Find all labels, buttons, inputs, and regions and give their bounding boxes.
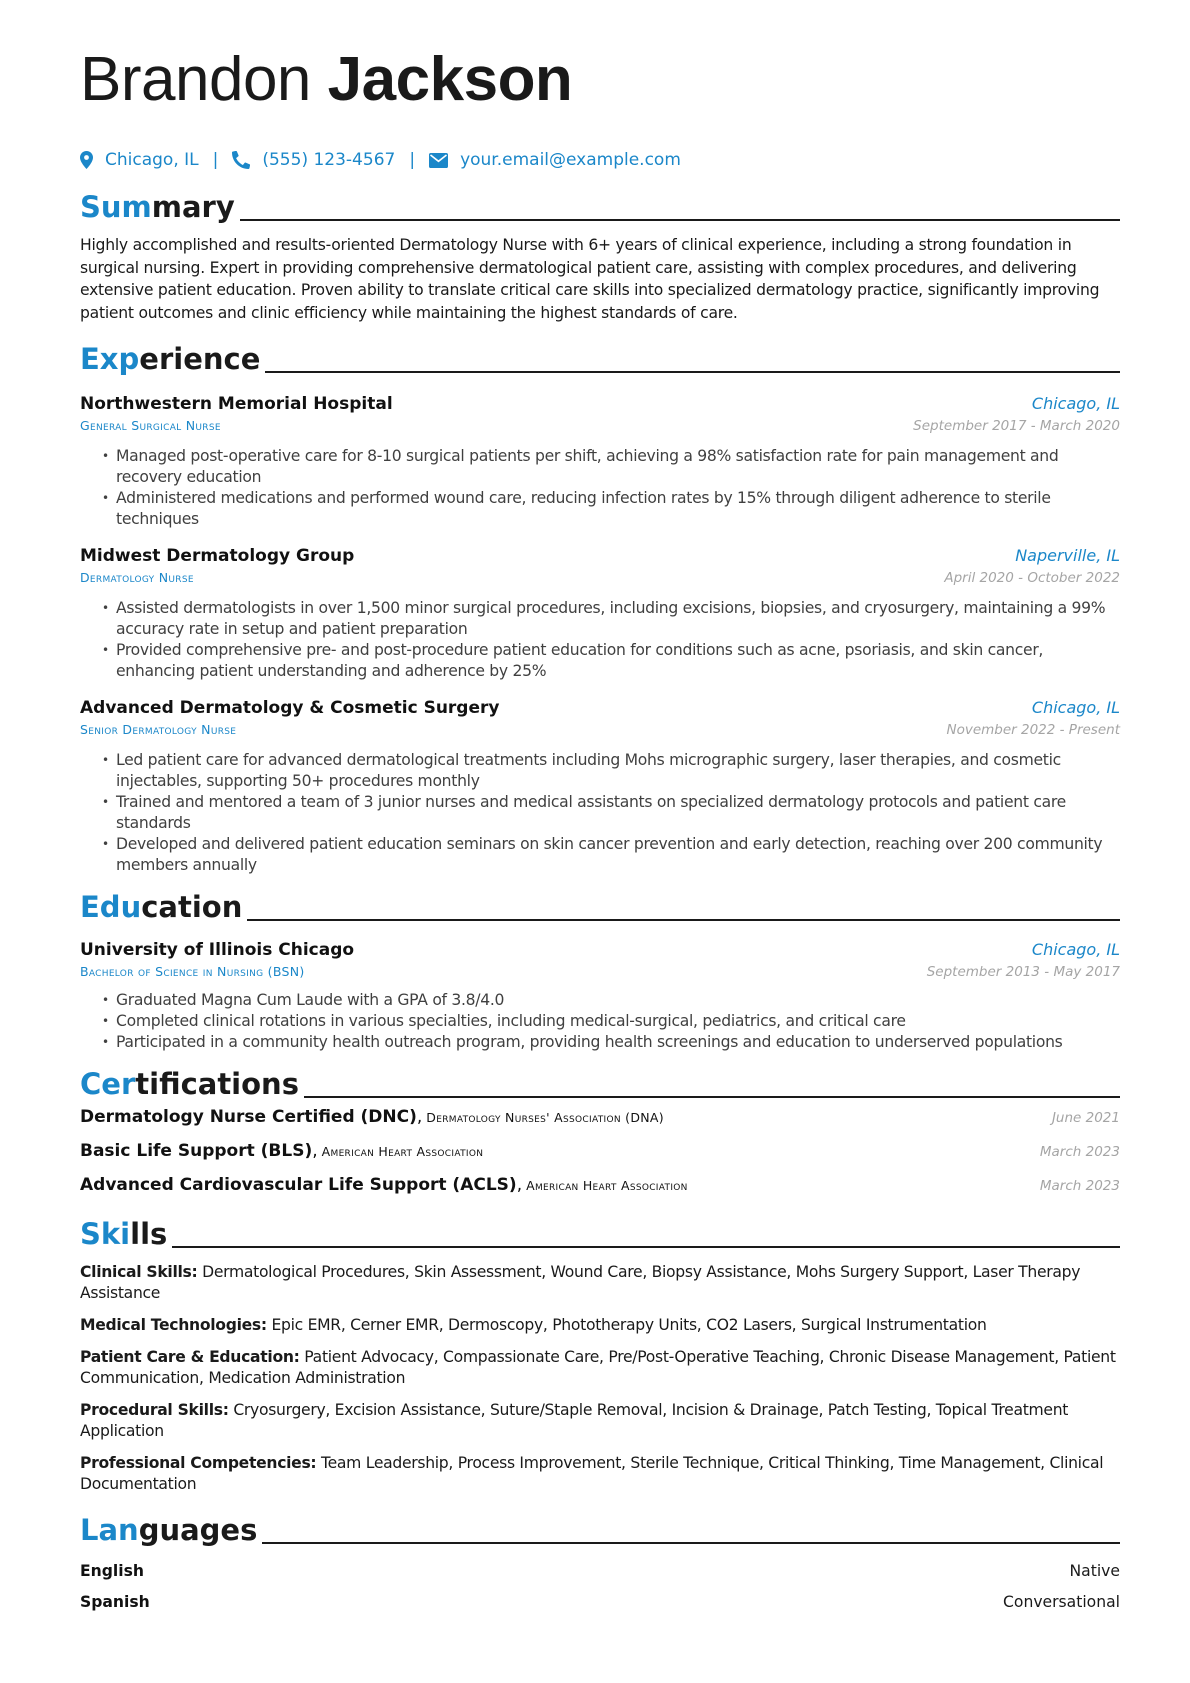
bullet-list: [102, 598, 1120, 682]
bullet-item: • Administered medications and performed wound care, reducing infection rates by 15% through diligent adherence to sterile techniques: [102, 488, 1120, 530]
section-title-rest: erience: [139, 342, 261, 376]
bullet-item: • Trained and mentored a team of 3 junior nurses and medical assistants on specialized dermatology protocols and patient care standards: [102, 792, 1120, 834]
certification-comma: ,: [416, 1107, 423, 1127]
phone-text: (555) 123-4567: [262, 150, 396, 170]
bullet-list: [102, 750, 1120, 876]
language-name: Spanish: [80, 1592, 150, 1611]
skill-group: [80, 1262, 1120, 1304]
section-title-accent: Lan: [80, 1513, 139, 1547]
section-divider: [247, 919, 1120, 921]
skill-value: Patient Advocacy, Compassionate Care, Pre/Post-Operative Teaching, Chronic Disease Management, Patient Communication, Medication Administration: [80, 1348, 1116, 1387]
contact-email[interactable]: [429, 150, 681, 170]
summary-text: Highly accomplished and results-oriented Dermatology Nurse with 6+ years of clinical experience, including a strong foundation in surgical nursing. Expert in providing comprehensive dermatological patient care, assisting with complex procedures, and delivering extensive patient education. Proven ability to translate critical care skills into specialized dermatology practice, significantly improving patient outcomes and clinic efficiency while maintaining the highest standards of care.: [80, 236, 1100, 322]
school-name: University of Illinois Chicago: [80, 940, 355, 960]
section-title-accent: Edu: [80, 890, 142, 924]
skills-list: [80, 1262, 1120, 1495]
entry-location: Chicago, IL: [1031, 940, 1120, 959]
employer-name: Midwest Dermatology Group: [80, 546, 355, 566]
experience-entry: [80, 392, 1120, 530]
language-level: Conversational: [1003, 1592, 1120, 1611]
certification-name: Basic Life Support (BLS): [80, 1141, 313, 1161]
employer-name: Advanced Dermatology & Cosmetic Surgery: [80, 698, 500, 718]
certification-item: [80, 1141, 1120, 1175]
section-title-rest: lls: [130, 1217, 168, 1251]
experience-entry: [80, 544, 1120, 682]
section-title-summary: [80, 186, 1120, 224]
certification-issuer: American Heart Association: [321, 1144, 484, 1159]
section-divider: [172, 1246, 1120, 1248]
bullet-list: [102, 990, 1120, 1053]
entry-dates: September 2017 - March 2020: [913, 418, 1120, 434]
contact-phone[interactable]: [232, 150, 395, 170]
section-title-accent: Ski: [80, 1217, 131, 1251]
entry-dates: September 2013 - May 2017: [926, 964, 1120, 980]
job-title: Senior Dermatology Nurse: [80, 722, 237, 737]
candidate-name: [80, 40, 1120, 120]
skill-group: [80, 1453, 1120, 1495]
section-divider: [262, 1542, 1120, 1544]
first-name: Brandon: [80, 45, 311, 114]
skill-value: Cryosurgery, Excision Assistance, Suture/Staple Removal, Incision & Drainage, Patch Testing, Topical Treatment Application: [80, 1401, 1069, 1440]
certification-name: Advanced Cardiovascular Life Support (ACLS): [80, 1175, 517, 1195]
resume-page: [80, 40, 1120, 1617]
skill-value: Team Leadership, Process Improvement, Sterile Technique, Critical Thinking, Time Management, Clinical Documentation: [80, 1454, 1104, 1493]
bullet-item: • Graduated Magna Cum Laude with a GPA of 3.8/4.0: [102, 990, 1120, 1011]
section-title-accent: Exp: [80, 342, 140, 376]
section-title-education: [80, 886, 1120, 924]
entry-location: Naperville, IL: [1015, 546, 1120, 565]
bullet-item: • Assisted dermatologists in over 1,500 minor surgical procedures, including excisions, biopsies, and cryosurgery, maintaining a 99% accuracy rate in setup and patient preparation: [102, 598, 1120, 640]
contact-location: [80, 150, 199, 170]
certification-item: [80, 1107, 1120, 1141]
skill-label: Professional Competencies:: [80, 1454, 317, 1472]
contact-separator: |: [212, 150, 219, 170]
language-name: English: [80, 1561, 144, 1580]
section-divider: [240, 219, 1120, 221]
degree-title: Bachelor of Science in Nursing (BSN): [80, 964, 305, 979]
last-name: Jackson: [327, 45, 573, 114]
bullet-item: • Led patient care for advanced dermatological treatments including Mohs micrographic surgery, laser therapies, and cosmetic injectables, supporting 50+ procedures monthly: [102, 750, 1120, 792]
section-title-languages: [80, 1509, 1120, 1547]
certification-issuer: American Heart Association: [526, 1178, 688, 1193]
certification-comma: ,: [312, 1141, 318, 1161]
skill-label: Patient Care & Education:: [80, 1348, 300, 1366]
section-title-certifications: [80, 1063, 1120, 1101]
skill-label: Procedural Skills:: [80, 1401, 229, 1419]
skill-label: Medical Technologies:: [80, 1316, 267, 1334]
certification-date: June 2021: [1051, 1110, 1120, 1126]
languages-list: [80, 1555, 1120, 1617]
entry-location: Chicago, IL: [1031, 394, 1120, 413]
certification-list: [80, 1107, 1120, 1209]
section-title-skills: [80, 1213, 1120, 1251]
section-divider: [265, 371, 1120, 373]
contact-line: [80, 146, 1120, 174]
bullet-item: • Participated in a community health outreach program, providing health screenings and education to underserved populations: [102, 1032, 1120, 1053]
map-marker-icon: [80, 151, 93, 169]
section-title-experience: [80, 338, 1120, 376]
contact-separator: |: [409, 150, 416, 170]
job-title: General Surgical Nurse: [80, 418, 221, 433]
entry-dates: April 2020 - October 2022: [944, 570, 1120, 586]
phone-icon: [232, 151, 250, 169]
language-item: [80, 1586, 1120, 1617]
skill-group: [80, 1315, 1120, 1336]
certification-comma: ,: [516, 1175, 523, 1195]
section-title-rest: guages: [138, 1513, 258, 1547]
bullet-item: • Developed and delivered patient education seminars on skin cancer prevention and early detection, reaching over 200 community members annually: [102, 834, 1120, 876]
entry-dates: November 2022 - Present: [946, 722, 1120, 738]
bullet-list: [102, 446, 1120, 530]
certification-date: March 2023: [1039, 1144, 1120, 1160]
bullet-item: • Provided comprehensive pre- and post-procedure patient education for conditions such as acne, psoriasis, and skin cancer, enhancing patient understanding and adherence by 25%: [102, 640, 1120, 682]
skill-label: Clinical Skills:: [80, 1263, 198, 1281]
skill-group: [80, 1347, 1120, 1389]
skill-value: Dermatological Procedures, Skin Assessment, Wound Care, Biopsy Assistance, Mohs Surgery Support, Laser Therapy Assistance: [80, 1263, 1081, 1302]
job-title: Dermatology Nurse: [80, 570, 194, 585]
skill-group: [80, 1400, 1120, 1442]
certification-name: Dermatology Nurse Certified (DNC): [80, 1107, 417, 1127]
certification-item: [80, 1175, 1120, 1209]
entry-location: Chicago, IL: [1031, 698, 1120, 717]
section-divider: [304, 1096, 1120, 1098]
education-entry: [80, 938, 1120, 1053]
bullet-item: • Managed post-operative care for 8-10 surgical patients per shift, achieving a 98% satisfaction rate for pain management and recovery education: [102, 446, 1120, 488]
location-text: Chicago, IL: [105, 150, 199, 170]
certification-issuer: Dermatology Nurses' Association (DNA): [426, 1110, 664, 1125]
section-title-accent: Cer: [80, 1067, 136, 1101]
language-level: Native: [1069, 1561, 1120, 1580]
employer-name: Northwestern Memorial Hospital: [80, 394, 393, 414]
skill-value: Epic EMR, Cerner EMR, Dermoscopy, Phototherapy Units, CO2 Lasers, Surgical Instrumentation: [266, 1316, 987, 1334]
experience-entry: [80, 696, 1120, 876]
section-title-rest: tifications: [135, 1067, 299, 1101]
section-title-rest: cation: [141, 890, 243, 924]
section-title-rest: mary: [151, 190, 235, 224]
language-item: [80, 1555, 1120, 1586]
envelope-icon: [429, 153, 448, 168]
certification-date: March 2023: [1039, 1178, 1120, 1194]
bullet-item: • Completed clinical rotations in various specialties, including medical-surgical, pediatrics, and critical care: [102, 1011, 1120, 1032]
email-link[interactable]: your.email@example.com: [460, 150, 681, 170]
section-title-accent: Sum: [80, 190, 152, 224]
